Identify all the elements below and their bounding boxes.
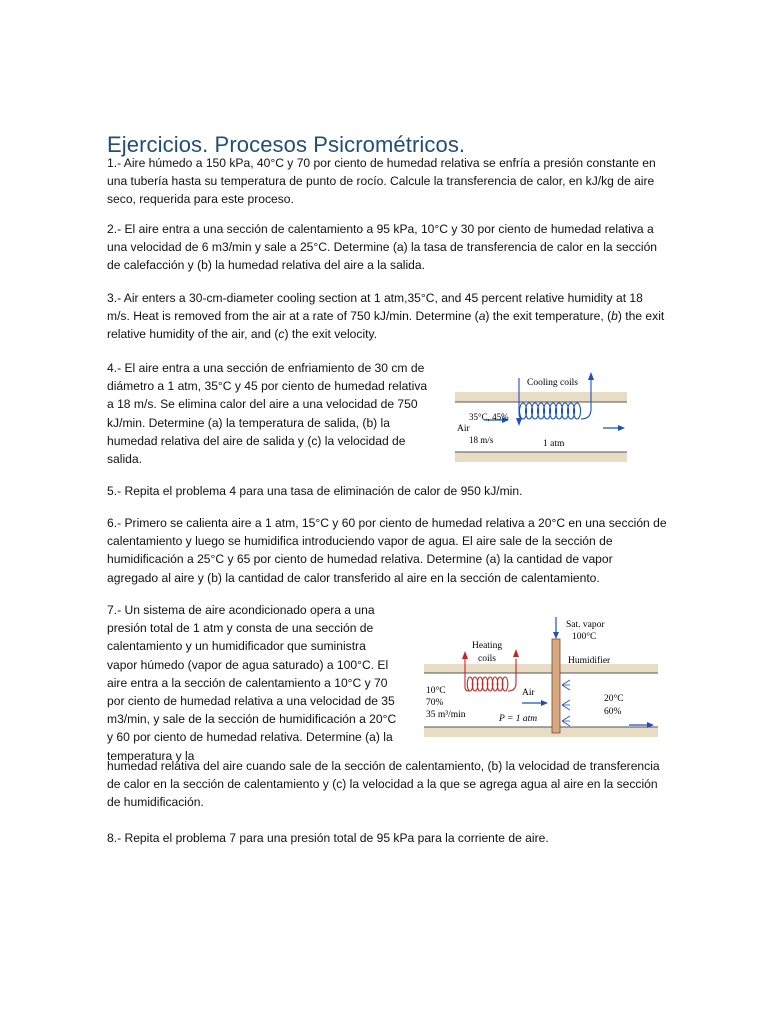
page-title: Ejercicios. Procesos Psicrométricos. [107, 131, 466, 157]
in-rh-label: 70% [426, 698, 444, 708]
vapor-label-1: Sat. vapor [566, 620, 605, 630]
humidifier-label: Humidifier [568, 656, 611, 666]
problem-8: 8.- Repita el problema 7 para una presión total de 95 kPa para la corriente de aire. [107, 831, 549, 845]
vapor-label-2: 100°C [572, 632, 597, 642]
in-temp-label: 10°C [426, 686, 446, 696]
speed-label: 18 m/s [469, 435, 494, 445]
heating-humidifier-figure [424, 613, 658, 745]
pressure-label-2: P = 1 atm [499, 714, 538, 724]
air-label-2: Air [522, 688, 535, 698]
coils-label-1: Heating [472, 641, 503, 651]
coils-label: Cooling coils [527, 378, 578, 388]
problem-4: 4.- El aire entra a una sección de enfriamiento de 30 cm de diámetro a 1 atm, 35°C y 45 por ciento de humedad relativa a 18 m/s. Se elimina calor del aire a una velocidad de 750 kJ/min. Determine (a) la temperatura de salida, (b) la humedad relativa del aire de salida y (c) la velocidad de salida. [107, 361, 428, 467]
problem-6: 6.- Primero se calienta aire a 1 atm, 15°C y 60 por ciento de humedad relativa a 20°C en una sección de calentamiento y luego se humidifica introduciendo vapor de agua. El aire sale de la sección de humidificación a 25°C y 65 por ciento de humedad relativa. Determine (a) la cantidad de vapor agregado al aire y (b) la cantidad de calor transferido al aire en la sección de calentamiento. [107, 516, 667, 585]
problem-7: 7.- Un sistema de aire acondicionado opera a una presión total de 1 atm y consta de una sección de calentamiento y un humidificador que suministra vapor húmedo (vapor de agua saturado) a 100°C. El aire entra a la sección de calentamiento a 10°C y 70 por ciento de humedad relativa a una velocidad de 35 m3/min, y sale de la sección de humidificación a 20°C y 60 por ciento de humedad relativa. Determine (a) la temperatura y la [107, 603, 397, 763]
out-temp-label: 20°C [604, 694, 624, 704]
cooling-section-figure [455, 370, 627, 464]
flow-label: 35 m³/min [426, 710, 466, 720]
pressure-label: 1 atm [543, 439, 565, 449]
problem-2: 2.- El aire entra a una sección de calentamiento a 95 kPa, 10°C y 30 por ciento de humedad relativa a una velocidad de 6 m3/min y sale a 25°C. Determine (a) la tasa de transferencia de calor en la sección de calefacción y (b) la humedad relativa del aire a la salida. [107, 222, 658, 273]
state-label: 35°C, 45% [469, 412, 509, 422]
air-label: Air [457, 424, 470, 434]
problem-1: 1.- Aire húmedo a 150 kPa, 40°C y 70 por ciento de humedad relativa se enfría a presión constante en una tubería hasta su temperatura de punto de rocío. Calcule la transferencia de calor, en kJ/kg de aire seco, requerida para este proceso. [107, 156, 656, 207]
out-rh-label: 60% [604, 707, 622, 717]
problem-5: 5.- Repita el problema 4 para una tasa de eliminación de calor de 950 kJ/min. [107, 484, 523, 498]
problem-7-continued: humedad relativa del aire cuando sale de la sección de calentamiento, (b) la velocidad de transferencia de calor en la sección de calentamiento y (c) la velocidad a la que se agrega agua al aire en la sección de humidificación. [107, 759, 660, 810]
coils-label-2: coils [478, 654, 496, 664]
problem-3: 3.- Air enters a 30-cm-diameter cooling section at 1 atm,35°C, and 45 percent relative humidity at 18 m/s. Heat is removed from the air at a rate of 750 kJ/min. Determine (a) the exit temperature, (b) the exit relative humidity of the air, and (c) the exit velocity. [107, 291, 665, 342]
